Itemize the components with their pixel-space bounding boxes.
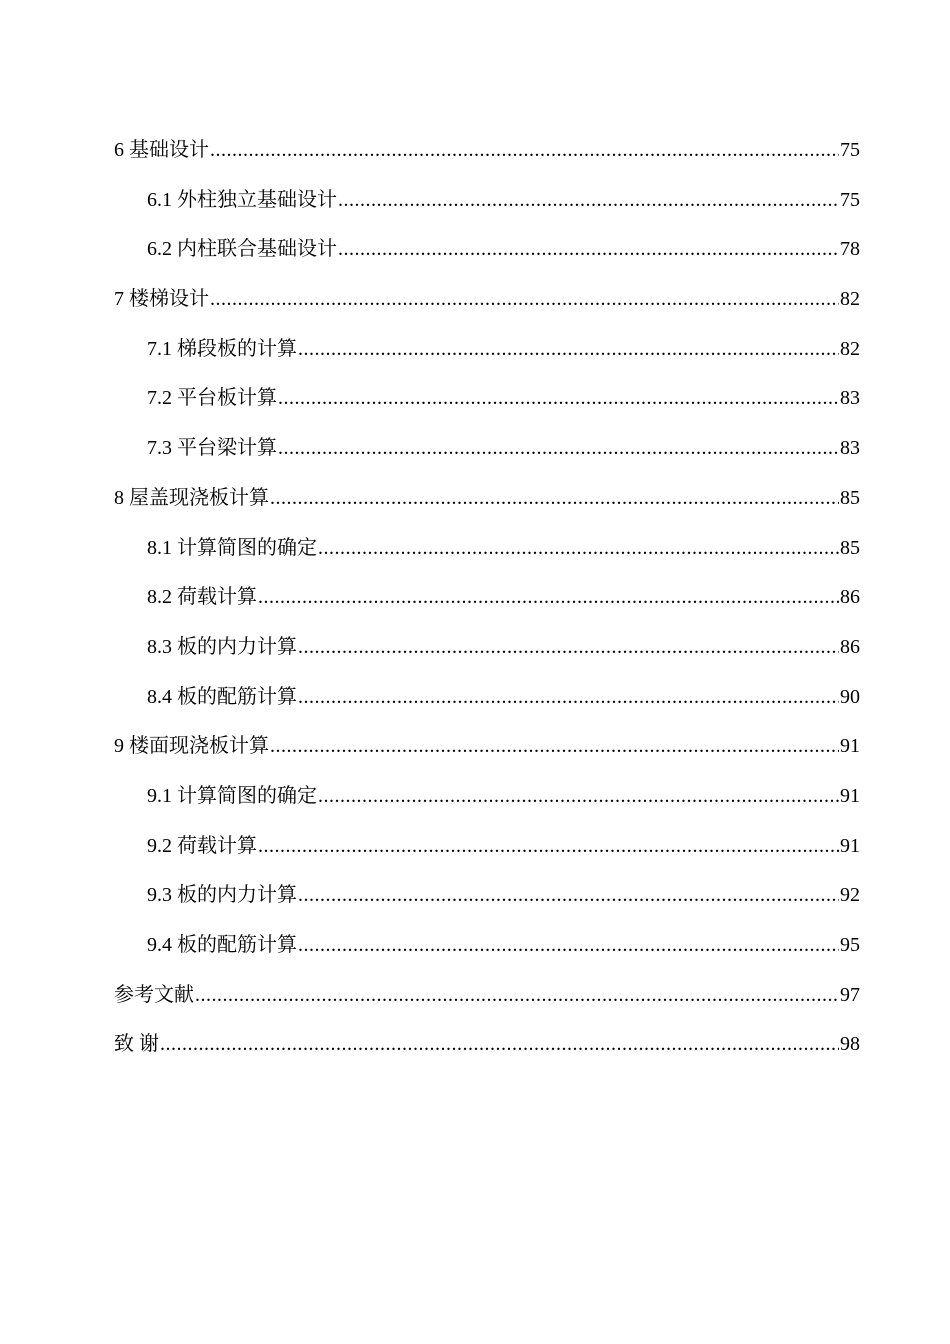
toc-page-number: 82 <box>840 288 860 311</box>
toc-page-number: 75 <box>840 139 860 161</box>
toc-dot-leader <box>298 332 839 366</box>
toc-dot-leader <box>210 282 839 316</box>
toc-dot-leader <box>258 580 839 614</box>
toc-entry[interactable] <box>114 630 860 680</box>
toc-page-number: 78 <box>840 238 860 261</box>
toc-entry-title: 9.1 计算简图的确定 <box>147 784 317 807</box>
toc-entry[interactable] <box>114 878 860 928</box>
toc-page-number: 85 <box>840 536 860 559</box>
toc-entry[interactable] <box>114 431 860 481</box>
toc-entry[interactable] <box>114 531 860 581</box>
toc-entry[interactable] <box>114 580 860 630</box>
toc-dot-leader <box>338 232 839 266</box>
toc-entry-title: 8.4 板的配筋计算 <box>147 685 297 708</box>
toc-entry-title: 7.1 梯段板的计算 <box>147 337 297 360</box>
toc-entry[interactable] <box>114 133 860 183</box>
toc-dot-leader <box>298 928 839 962</box>
toc-page-number: 91 <box>840 834 860 857</box>
toc-entry-title: 9.3 板的内力计算 <box>147 884 297 907</box>
toc-page-number: 82 <box>840 337 860 360</box>
toc-entry-title: 8.2 荷载计算 <box>147 586 257 609</box>
toc-dot-leader <box>298 878 839 912</box>
toc-dot-leader <box>210 133 839 167</box>
toc-entry[interactable] <box>114 1027 860 1077</box>
toc-entry[interactable] <box>114 829 860 879</box>
toc-entry[interactable] <box>114 928 860 978</box>
toc-entry[interactable] <box>114 332 860 382</box>
toc-entry[interactable] <box>114 680 860 730</box>
table-of-contents <box>114 133 860 1077</box>
toc-entry-title: 7.3 平台梁计算 <box>147 437 277 460</box>
toc-entry[interactable] <box>114 978 860 1028</box>
toc-dot-leader <box>278 381 839 415</box>
toc-entry-title: 8 屋盖现浇板计算 <box>114 486 269 509</box>
toc-entry-title: 7 楼梯设计 <box>114 288 209 311</box>
toc-entry[interactable] <box>114 481 860 531</box>
toc-page-number: 91 <box>840 735 860 758</box>
toc-entry[interactable] <box>114 232 860 282</box>
toc-entry-title: 9.2 荷载计算 <box>147 834 257 857</box>
toc-page-number: 95 <box>840 934 860 956</box>
toc-entry[interactable] <box>114 729 860 779</box>
toc-page-number: 83 <box>840 437 860 460</box>
toc-page-number: 92 <box>840 884 860 907</box>
toc-dot-leader <box>270 729 839 763</box>
toc-entry-title: 9 楼面现浇板计算 <box>114 735 269 758</box>
toc-entry-title: 7.2 平台板计算 <box>147 387 277 410</box>
toc-page-number: 90 <box>840 685 860 708</box>
toc-dot-leader <box>270 481 839 515</box>
toc-page-number: 86 <box>840 635 860 658</box>
toc-entry[interactable] <box>114 183 860 233</box>
toc-dot-leader <box>195 978 839 1012</box>
toc-dot-leader <box>318 531 839 565</box>
toc-page-number: 97 <box>840 983 860 1006</box>
toc-entry-title: 参考文献 <box>114 983 194 1006</box>
toc-entry[interactable] <box>114 282 860 332</box>
toc-page-number: 91 <box>840 784 860 807</box>
toc-entry-title: 6.2 内柱联合基础设计 <box>147 238 337 261</box>
toc-dot-leader <box>160 1027 839 1061</box>
toc-entry-title: 9.4 板的配筋计算 <box>147 934 297 956</box>
toc-dot-leader <box>258 829 839 863</box>
toc-page-number: 83 <box>840 387 860 410</box>
toc-entry-title: 8.1 计算简图的确定 <box>147 536 317 559</box>
toc-dot-leader <box>298 680 839 714</box>
toc-dot-leader <box>338 183 839 217</box>
toc-entry-title: 6.1 外柱独立基础设计 <box>147 188 337 211</box>
toc-dot-leader <box>318 779 839 813</box>
toc-dot-leader <box>298 630 839 664</box>
toc-entry-title: 6 基础设计 <box>114 139 209 161</box>
toc-entry[interactable] <box>114 779 860 829</box>
toc-entry[interactable] <box>114 381 860 431</box>
toc-dot-leader <box>278 431 839 465</box>
toc-entry-title: 致 谢 <box>114 1033 159 1056</box>
toc-page-number: 75 <box>840 188 860 211</box>
toc-page-number: 85 <box>840 486 860 509</box>
toc-entry-title: 8.3 板的内力计算 <box>147 635 297 658</box>
toc-page-number: 98 <box>840 1033 860 1056</box>
toc-page-number: 86 <box>840 586 860 609</box>
